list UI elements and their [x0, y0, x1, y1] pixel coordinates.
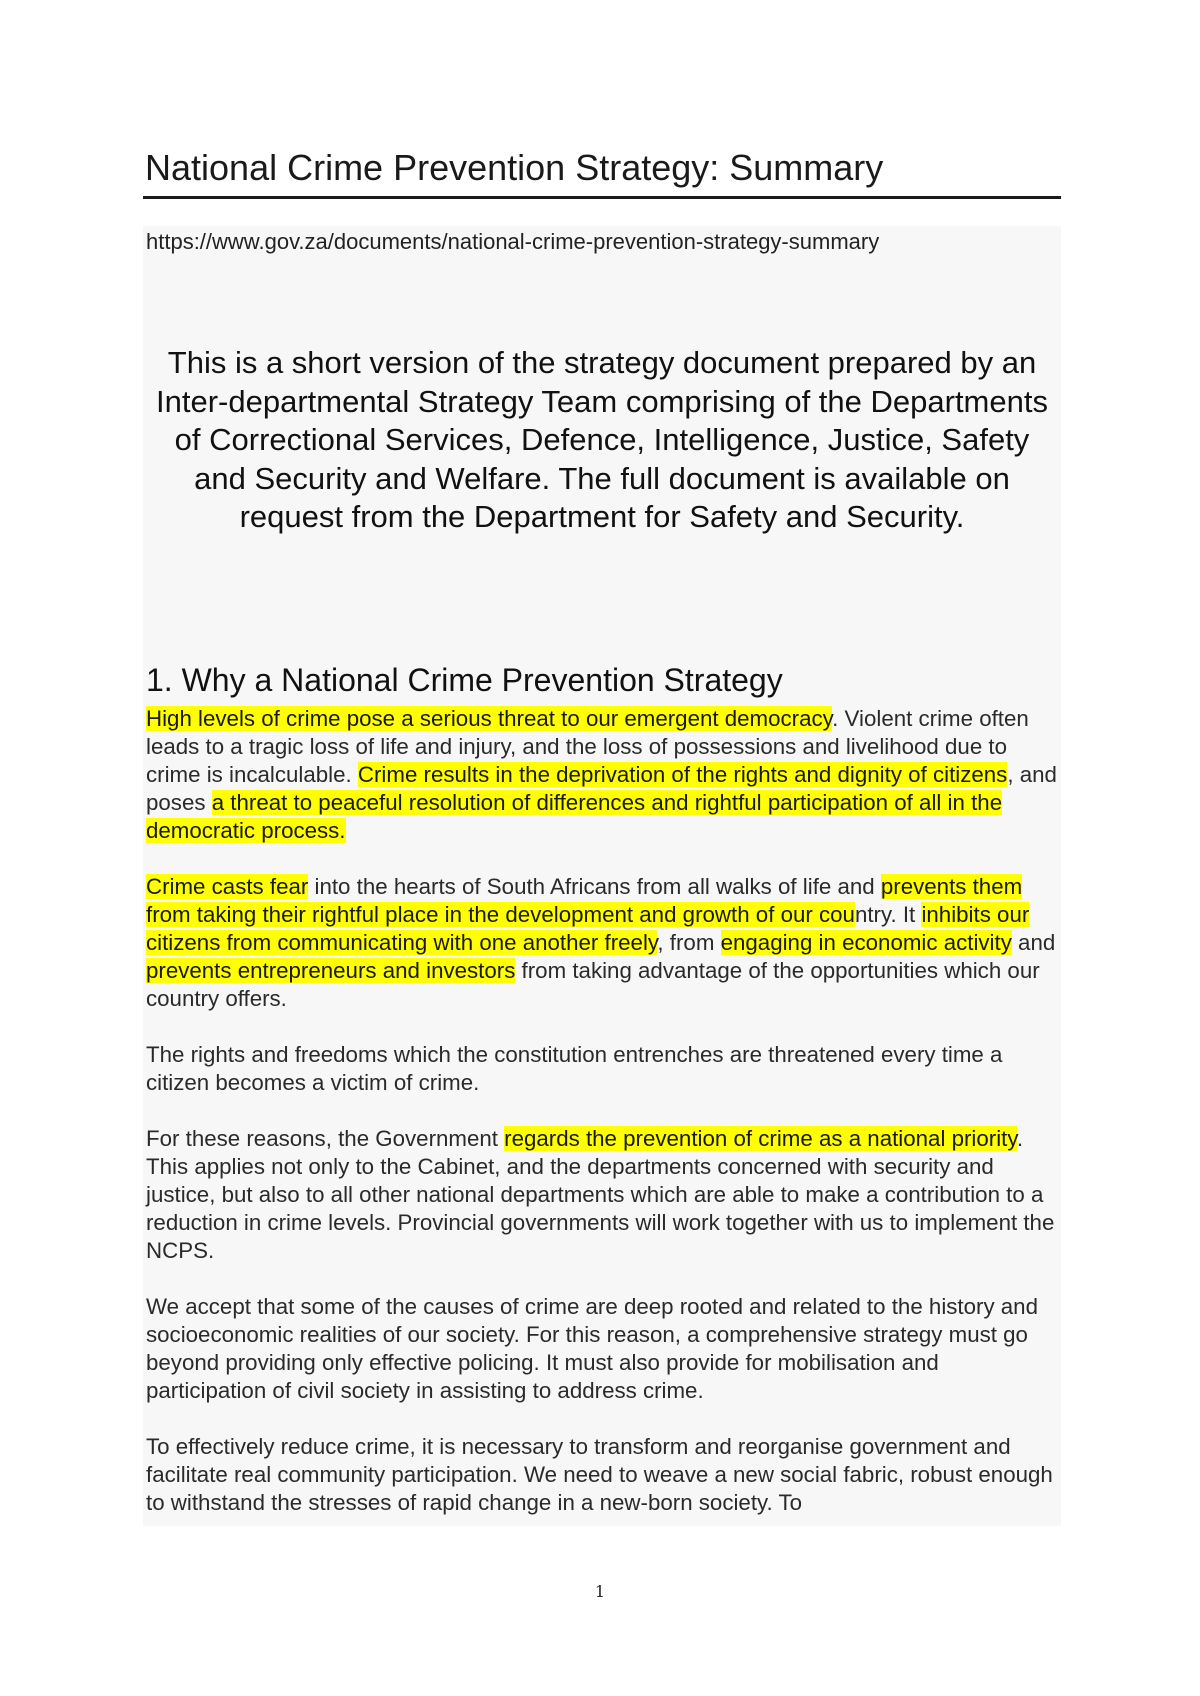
highlighted-text: regards the prevention of crime as a national priority [504, 1126, 1017, 1151]
page-number: 1 [594, 1582, 606, 1601]
plain-text: To effectively reduce crime, it is necessary to transform and reorganise government and facilitate real community participation. We need to weave a new social fabric, robust enough to withstand the stresses of rapid change in a new-born society. To [146, 1434, 1053, 1515]
plain-text: We accept that some of the causes of crime are deep rooted and related to the history and socioeconomic realities of our society. For this reason, a comprehensive strategy must go beyond providing only effective policing. It must also provide for mobilisation and participation of civil society in assisting to address crime. [146, 1294, 1038, 1403]
highlighted-text: High levels of crime pose a serious threat to our emergent democracy [146, 706, 833, 731]
highlighted-text: inhibits our citizens from communicating with one another freely [146, 902, 1030, 955]
intro-paragraph: This is a short version of the strategy document prepared by an Inter-departmental Strategy Team comprising of the Departments of Correctional Services, Defence, Intelligence, Justice, Safety and Security and Welfare. The full document is available on request from the Department for Safety and Security. [156, 345, 1048, 535]
highlighted-text: prevents them from taking their rightful place in the development and growth of our cou [146, 874, 1023, 927]
highlighted-text: prevents entrepreneurs and investors [146, 958, 516, 983]
highlighted-text: Crime casts fear [146, 874, 309, 899]
section-heading: 1. Why a National Crime Prevention Strategy [146, 662, 783, 698]
plain-text: , from [657, 930, 721, 955]
plain-text: For these reasons, the Government [146, 1126, 505, 1151]
plain-text: from taking advantage of the opportunities which our country offers. [146, 958, 1040, 1011]
paragraph-5 [146, 1293, 1064, 1405]
paragraph-1 [146, 705, 1064, 845]
plain-text: and [1011, 930, 1056, 955]
plain-text: The rights and freedoms which the constitution entrenches are threatened every time a citizen becomes a victim of crime. [146, 1042, 1003, 1095]
title-underline [143, 196, 1061, 199]
paragraph-2 [146, 873, 1064, 1013]
highlighted-text: engaging in economic activity [720, 930, 1012, 955]
plain-text: . This applies not only to the Cabinet, and the departments concerned with security and justice, but also to all other national departments which are able to make a contribution to a reduction in crime levels. Provincial governments will work together with us to implement the NCPS. [146, 1126, 1055, 1263]
section-body [146, 705, 1064, 1545]
plain-text: . Violent crime often leads to a tragic loss of life and injury, and the loss of possessions and livelihood due to crime is incalculable. [146, 706, 1029, 787]
paragraph-4 [146, 1125, 1064, 1265]
source-url: https://www.gov.za/documents/national-crime-prevention-strategy-summary [146, 229, 880, 254]
paragraph-3 [146, 1041, 1064, 1097]
document-title: National Crime Prevention Strategy: Summary [145, 147, 884, 188]
highlighted-text: a threat to peaceful resolution of differences and rightful participation of all in the democratic process. [146, 790, 1003, 843]
plain-text: , and poses [146, 762, 1057, 815]
plain-text: into the hearts of South Africans from all walks of life and [308, 874, 881, 899]
highlighted-text: Crime results in the deprivation of the rights and dignity of citizens [357, 762, 1008, 787]
paragraph-6 [146, 1433, 1064, 1517]
plain-text: ntry. It [854, 902, 922, 927]
